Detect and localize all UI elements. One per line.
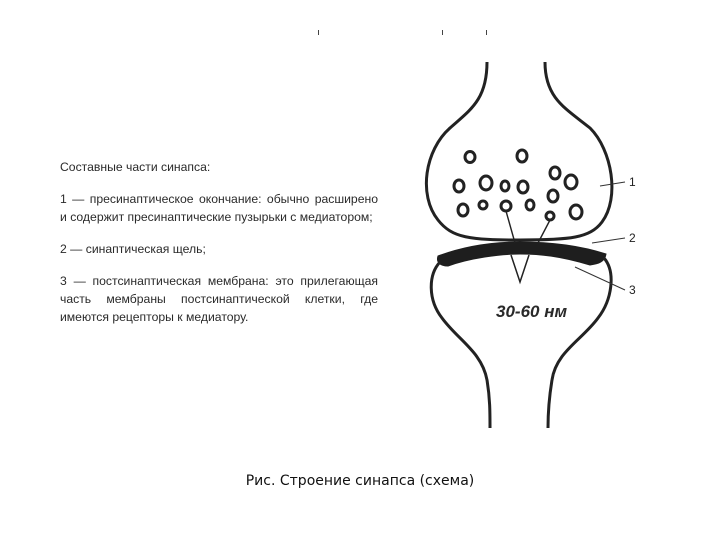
synapse-diagram	[410, 60, 650, 430]
postsynaptic-cell-right	[548, 258, 611, 428]
label-1: 1	[629, 175, 636, 189]
cleft-width-marker	[511, 255, 529, 282]
legend-item-cleft: 2 — синаптическая щель;	[60, 242, 206, 256]
scan-artifact-marks	[318, 30, 498, 38]
cleft-width-label: 30-60 нм	[496, 302, 568, 321]
postsynaptic-membrane	[437, 242, 606, 266]
synaptic-vesicles	[454, 150, 582, 220]
synapse-legend	[60, 158, 378, 340]
label-3: 3	[629, 283, 636, 297]
label-2: 2	[629, 231, 636, 245]
postsynaptic-cell	[431, 262, 490, 428]
figure-caption: Рис. Строение синапса (схема)	[245, 473, 475, 489]
legend-title: Составные части синапса:	[60, 160, 211, 174]
legend-item-presynaptic: 1 — пресинаптическое окончание: обычно расширено и содержит пресинаптические пузырьки с медиатором;	[60, 192, 378, 224]
legend-item-postsynaptic: 3 — постсинаптическая мембрана: это прилегающая часть мембраны постсинаптической клетки, где имеются рецепторы к медиатору.	[60, 274, 378, 324]
